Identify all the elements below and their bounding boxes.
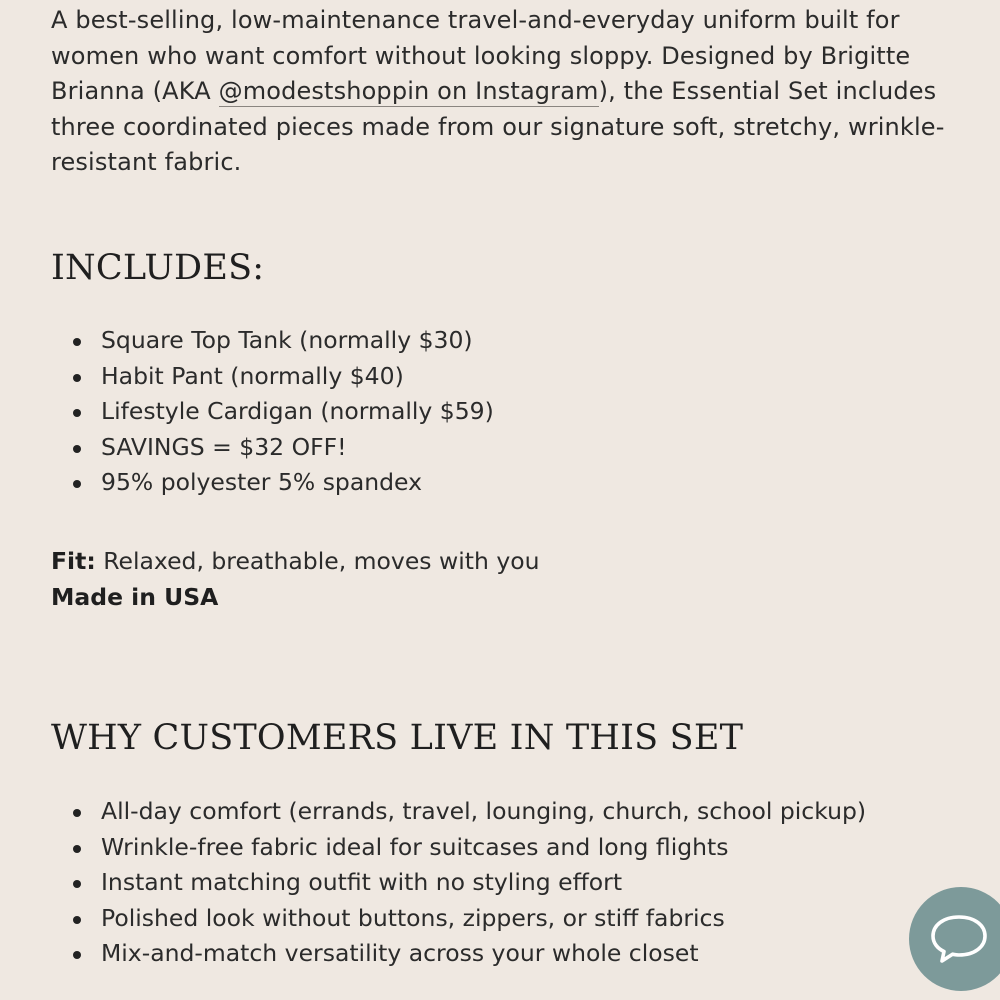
list-item: [51, 465, 494, 501]
bullet-icon: [73, 338, 81, 346]
intro-text-end: ), the Essential Set includes three coordinated pieces made from our signature soft, stretchy, wrinkle-resistant fabric.: [51, 77, 945, 177]
why-item-text: Wrinkle-free fabric ideal for suitcases and long flights: [101, 832, 729, 861]
list-item: [51, 359, 494, 395]
intro-paragraph: [51, 0, 981, 181]
why-item-text: All-day comfort (errands, travel, lounging, church, school pickup): [101, 797, 867, 825]
why-item-text: Polished look without buttons, zippers, or stiff fabrics: [101, 903, 725, 932]
why-heading: WHY CUSTOMERS LIVE IN THIS SET: [51, 718, 744, 758]
intro-text-start: A best-selling, low-maintenance travel-and-everyday uniform built for women who want comfort without looking sloppy. Designed by Brigitte Brianna (AKA: [51, 6, 911, 106]
product-description: [51, 0, 981, 968]
list-item: [51, 794, 866, 830]
made-in-label: Made in USA: [51, 582, 219, 611]
bullet-icon: [73, 809, 81, 817]
list-item: [51, 936, 866, 972]
includes-item-text: SAVINGS = $32 OFF!: [101, 432, 347, 461]
includes-item-text: Lifestyle Cardigan (normally $59): [101, 397, 494, 426]
bullet-icon: [73, 374, 81, 382]
why-item-text: Instant matching outfit with no styling effort: [101, 868, 623, 897]
list-item: [51, 901, 866, 937]
bullet-icon: [73, 409, 81, 417]
list-item: [51, 865, 866, 901]
bullet-icon: [73, 916, 81, 924]
bullet-icon: [73, 480, 81, 488]
why-list: [51, 794, 866, 972]
bullet-icon: [73, 445, 81, 453]
chat-button[interactable]: [909, 887, 1000, 991]
includes-heading: INCLUDES:: [51, 248, 265, 288]
bullet-icon: [73, 880, 81, 888]
fit-value: Relaxed, breathable, moves with you: [95, 547, 540, 575]
bullet-icon: [73, 845, 81, 853]
fit-label: Fit:: [51, 547, 96, 575]
chat-bubble-icon: [929, 913, 989, 965]
list-item: [51, 430, 494, 466]
includes-list: [51, 323, 494, 501]
includes-item-text: Square Top Tank (normally $30): [101, 326, 473, 354]
product-details: [51, 544, 540, 615]
list-item: [51, 830, 866, 866]
bullet-icon: [73, 951, 81, 959]
includes-item-text: 95% polyester 5% spandex: [101, 468, 423, 497]
fit-line: [51, 544, 540, 580]
list-item: [51, 394, 494, 430]
why-item-text: Mix-and-match versatility across your whole closet: [101, 939, 699, 968]
instagram-handle-link[interactable]: @modestshoppin on Instagram: [218, 77, 599, 106]
includes-item-text: Habit Pant (normally $40): [101, 361, 404, 390]
list-item: [51, 323, 494, 359]
